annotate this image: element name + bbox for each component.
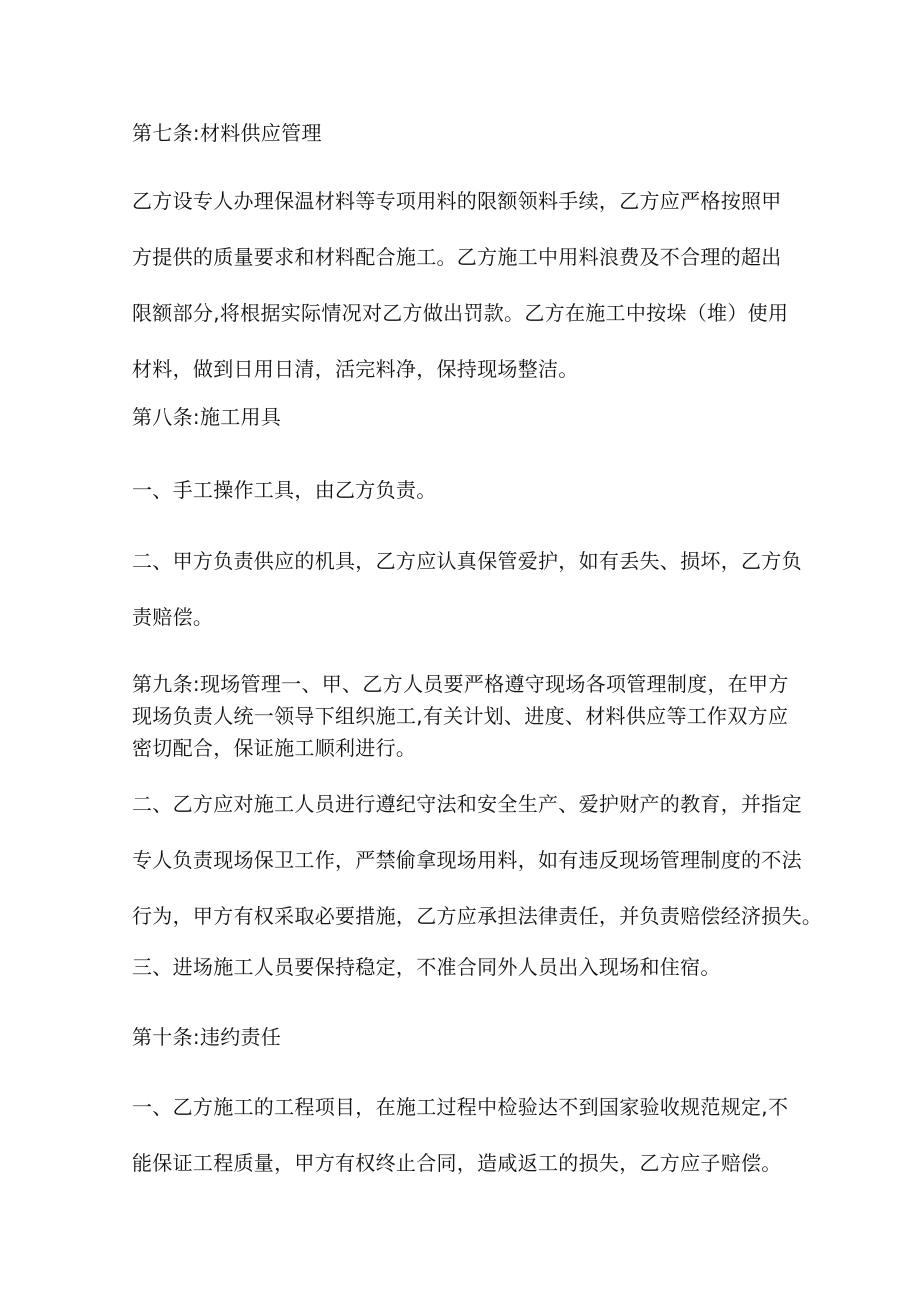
article-7-paragraph: [132, 173, 800, 397]
article-9-item-2: [132, 776, 823, 944]
article-10-heading: [132, 1017, 800, 1057]
text-line: 三、进场施工人员要保持稳定，不准合同外人员出入现场和住宿。: [132, 955, 721, 979]
heading-text: 第八条:施工用具: [132, 405, 282, 429]
text-line: 限额部分,将根据实际情况对乙方做出罚款。乙方在施工中按垛（堆）使用: [132, 301, 789, 325]
text-line: 一、手工操作工具，由乙方负责。: [132, 478, 437, 502]
article-9-paragraph: [132, 668, 800, 764]
article-7-heading: [132, 113, 800, 153]
heading-text: 第十条:违约责任: [132, 1025, 282, 1049]
text-line: 方提供的质量要求和材料配合施工。乙方施工中用料浪费及不合理的超出: [132, 245, 782, 269]
article-8-item-2: [132, 533, 800, 645]
text-line: 二、乙方应对施工人员进行遵纪守法和安全生产、爱护财产的教育，并指定: [132, 792, 802, 816]
article-8-item-1: [132, 470, 800, 510]
text-line: 责赔偿。: [132, 605, 214, 629]
text-line: 现场负责人统一领导下组织施工,有关计划、进度、材料供应等工作双方应: [132, 704, 789, 728]
text-line: 专人负责现场保卫工作，严禁偷拿现场用料，如有违反现场管理制度的不法: [132, 848, 802, 872]
text-line: 二、甲方负责供应的机具，乙方应认真保管爱护，如有丢失、损坏，乙方负: [132, 549, 802, 573]
article-8-heading: [132, 397, 800, 437]
text-line: 第九条:现场管理一、甲、乙方人员要严格遵守现场各项管理制度，在甲方: [132, 672, 789, 696]
text-line: 乙方设专人办理保温材料等专项用料的限额领料手续，乙方应严格按照甲: [132, 189, 782, 213]
heading-text: 第七条:材料供应管理: [132, 121, 322, 145]
text-line: 一、乙方施工的工程项目，在施工过程中检验达不到国家验收规范规定,不: [132, 1095, 789, 1119]
article-10-item-1: [132, 1079, 800, 1191]
article-9-item-3: [132, 947, 800, 987]
text-line: 材料，做到日用日清，活完料净，保持现场整洁。: [132, 357, 579, 381]
text-line: 行为，甲方有权采取必要措施，乙方应承担法律责任，并负责赔偿经济损失。: [132, 904, 823, 928]
text-line: 密切配合，保证施工顺利进行。: [132, 736, 417, 760]
text-line: 能保证工程质量，甲方有权终止合同，造咸返工的损失，乙方应子赔偿。: [132, 1151, 782, 1175]
